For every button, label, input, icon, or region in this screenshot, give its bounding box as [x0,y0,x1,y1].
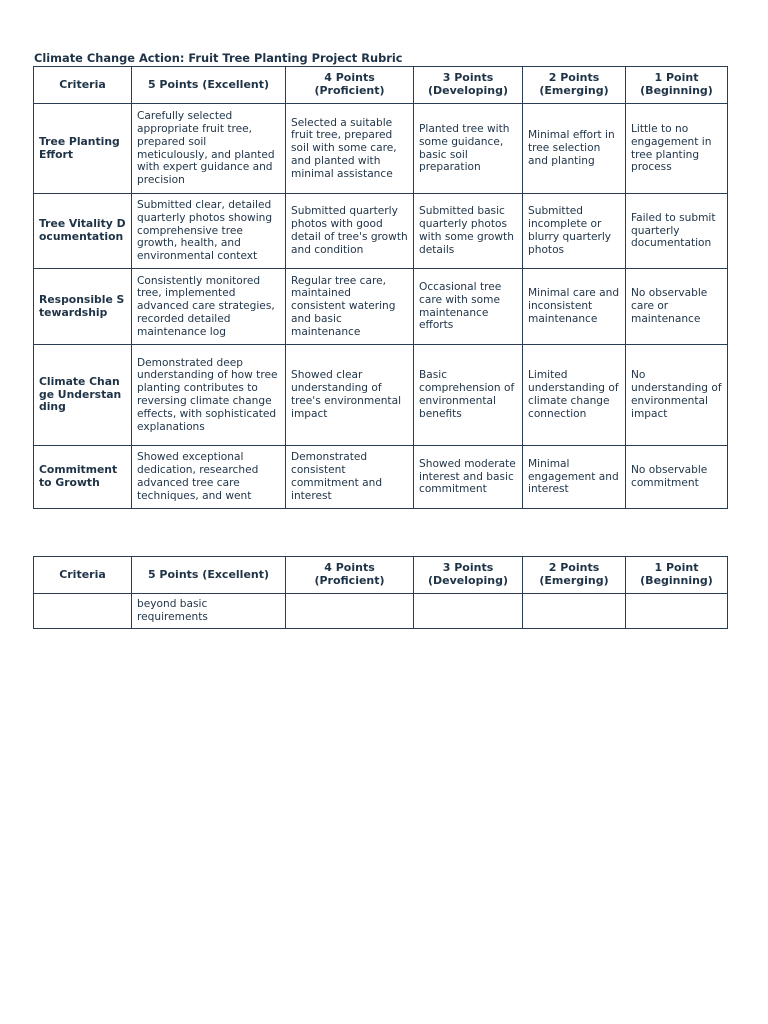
score-cell-1: No observable commitment [626,446,728,509]
score-cell-5: Carefully selected appropriate fruit tree, prepared soil meticulously, and planted with expert guidance and precision [132,104,286,194]
score-cell-1: No understanding of environmental impact [626,345,728,446]
score-cell-1 [626,594,728,629]
criteria-cell: Tree Vitality Documentation [34,194,132,269]
score-cell-5: Showed exceptional dedication, researched advanced tree care techniques, and went [132,446,286,509]
table-row [34,594,728,629]
score-cell-3: Submitted basic quarterly photos with some growth details [414,194,523,269]
score-cell-2: Minimal care and inconsistent maintenance [523,269,626,345]
score-cell-2: Minimal engagement and interest [523,446,626,509]
criteria-cell: Commitment to Growth [34,446,132,509]
table-header-row [34,557,728,594]
score-cell-3: Planted tree with some guidance, basic soil preparation [414,104,523,194]
score-cell-5: beyond basic requirements [132,594,286,629]
score-cell-4: Selected a suitable fruit tree, prepared soil with some care, and planted with minimal assistance [286,104,414,194]
header-1-point: 1 Point (Beginning) [626,557,728,594]
score-cell-4: Showed clear understanding of tree's environmental impact [286,345,414,446]
header-2-points: 2 Points (Emerging) [523,67,626,104]
criteria-cell: Climate Change Understanding [34,345,132,446]
table-row [34,104,728,194]
score-cell-4: Regular tree care, maintained consistent watering and basic maintenance [286,269,414,345]
table-row [34,269,728,345]
table-row [34,194,728,269]
score-cell-5: Submitted clear, detailed quarterly photos showing comprehensive tree growth, health, and environmental context [132,194,286,269]
score-cell-2: Limited understanding of climate change connection [523,345,626,446]
header-1-point: 1 Point (Beginning) [626,67,728,104]
score-cell-4 [286,594,414,629]
score-cell-3: Showed moderate interest and basic commitment [414,446,523,509]
header-criteria: Criteria [34,67,132,104]
criteria-cell: Tree Planting Effort [34,104,132,194]
score-cell-3: Occasional tree care with some maintenance efforts [414,269,523,345]
criteria-cell [34,594,132,629]
header-4-points: 4 Points (Proficient) [286,557,414,594]
score-cell-1: Little to no engagement in tree planting process [626,104,728,194]
table-header-row [34,67,728,104]
rubric-table-continued [33,556,728,629]
header-3-points: 3 Points (Developing) [414,557,523,594]
score-cell-5: Demonstrated deep understanding of how tree planting contributes to reversing climate change effects, with sophisticated explanations [132,345,286,446]
header-3-points: 3 Points (Developing) [414,67,523,104]
score-cell-2: Minimal effort in tree selection and planting [523,104,626,194]
score-cell-1: No observable care or maintenance [626,269,728,345]
score-cell-1: Failed to submit quarterly documentation [626,194,728,269]
table-row [34,345,728,446]
header-4-points: 4 Points (Proficient) [286,67,414,104]
score-cell-4: Submitted quarterly photos with good detail of tree's growth and condition [286,194,414,269]
score-cell-3: Basic comprehension of environmental benefits [414,345,523,446]
score-cell-4: Demonstrated consistent commitment and interest [286,446,414,509]
score-cell-2: Submitted incomplete or blurry quarterly photos [523,194,626,269]
score-cell-5: Consistently monitored tree, implemented advanced care strategies, recorded detailed maintenance log [132,269,286,345]
header-2-points: 2 Points (Emerging) [523,557,626,594]
rubric-table [33,66,728,509]
header-5-points: 5 Points (Excellent) [132,557,286,594]
header-criteria: Criteria [34,557,132,594]
document-title: Climate Change Action: Fruit Tree Planting Project Rubric [34,51,403,65]
score-cell-3 [414,594,523,629]
header-5-points: 5 Points (Excellent) [132,67,286,104]
criteria-cell: Responsible Stewardship [34,269,132,345]
table-row [34,446,728,509]
score-cell-2 [523,594,626,629]
